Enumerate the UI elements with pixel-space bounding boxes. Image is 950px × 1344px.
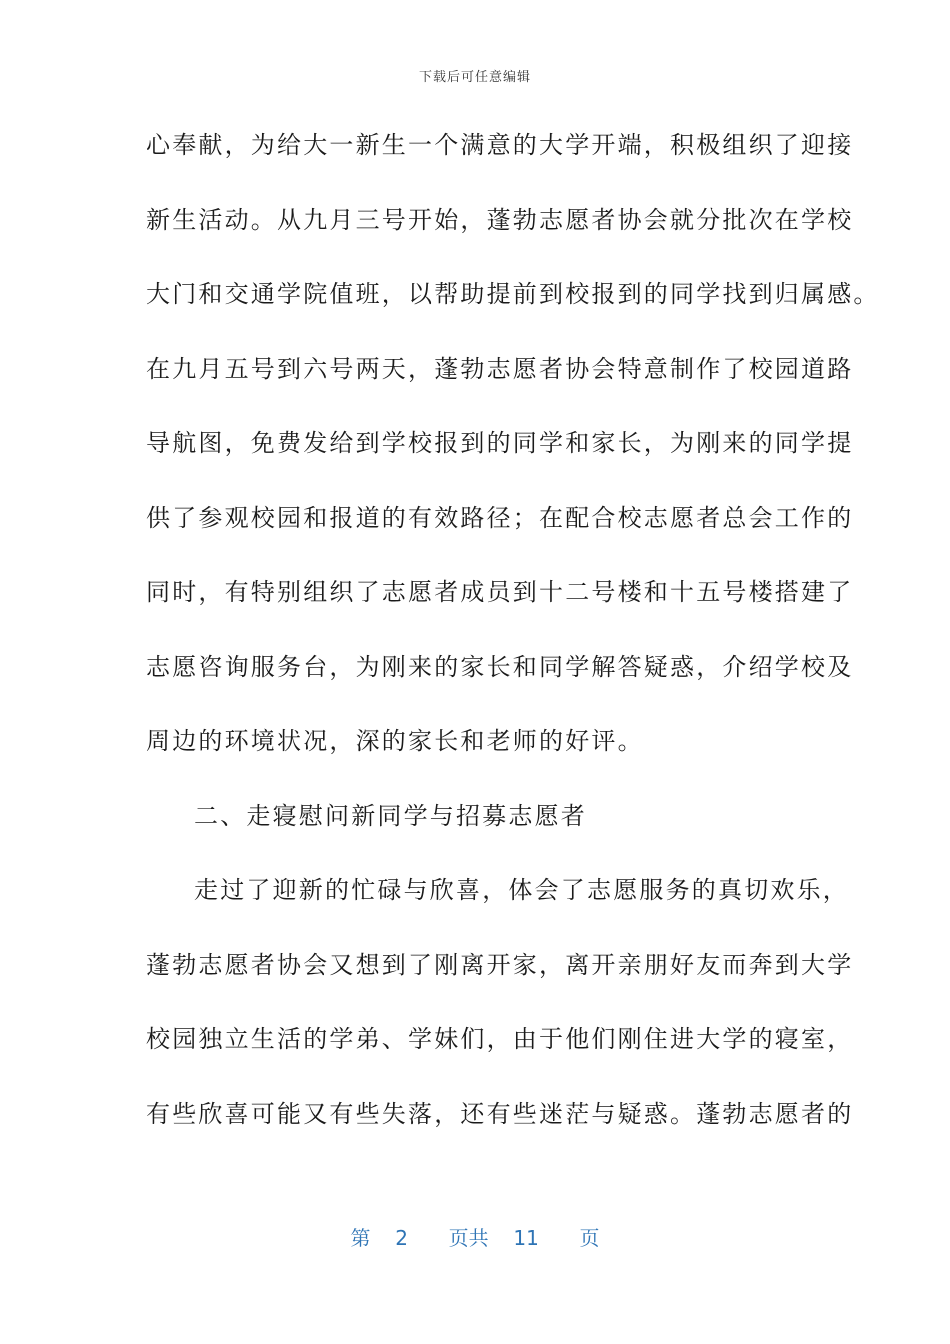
footer-page-prefix: 第 bbox=[350, 1226, 371, 1250]
footer-total-pages: 11 bbox=[513, 1226, 539, 1250]
text-line: 供了参观校园和报道的有效路径；在配合校志愿者总会工作的 bbox=[146, 503, 854, 532]
footer-page-mid: 页共 bbox=[448, 1226, 489, 1250]
text-line: 在九月五号到六号两天，蓬勃志愿者协会特意制作了校园道路 bbox=[146, 354, 854, 383]
text-line: 导航图，免费发给到学校报到的同学和家长，为刚来的同学提 bbox=[146, 429, 854, 457]
text-line: 新生活动。从九月三号开始，蓬勃志愿者协会就分批次在学校 bbox=[146, 205, 854, 234]
text-line: 周边的环境状况，深的家长和老师的好评。 bbox=[146, 727, 644, 755]
footer-page-suffix: 页 bbox=[579, 1226, 600, 1250]
text-line: 走过了迎新的忙碌与欣喜，体会了志愿服务的真切欢乐， bbox=[194, 876, 849, 904]
document-body bbox=[146, 122, 880, 1165]
page-header-note: 下载后可任意编辑 bbox=[418, 70, 531, 85]
text-line: 大门和交通学院值班，以帮助提前到校报到的同学找到归属感。 bbox=[146, 280, 880, 308]
footer-page-number: 2 bbox=[395, 1226, 408, 1250]
text-line: 校园独立生活的学弟、学妹们，由于他们刚住进大学的寝室， bbox=[146, 1025, 854, 1053]
text-line: 志愿咨询服务台，为刚来的家长和同学解答疑惑，介绍学校及 bbox=[146, 652, 854, 681]
text-line: 有些欣喜可能又有些失落，还有些迷茫与疑惑。蓬勃志愿者的 bbox=[146, 1099, 854, 1128]
section-heading: 二、走寝慰问新同学与招募志愿者 bbox=[194, 801, 587, 830]
text-line: 蓬勃志愿者协会又想到了刚离开家，离开亲朋好友而奔到大学 bbox=[146, 950, 854, 979]
text-line: 同时，有特别组织了志愿者成员到十二号楼和十五号楼搭建了 bbox=[146, 578, 854, 606]
text-line: 心奉献，为给大一新生一个满意的大学开端，积极组织了迎接 bbox=[146, 131, 854, 159]
page-footer bbox=[0, 1222, 950, 1251]
